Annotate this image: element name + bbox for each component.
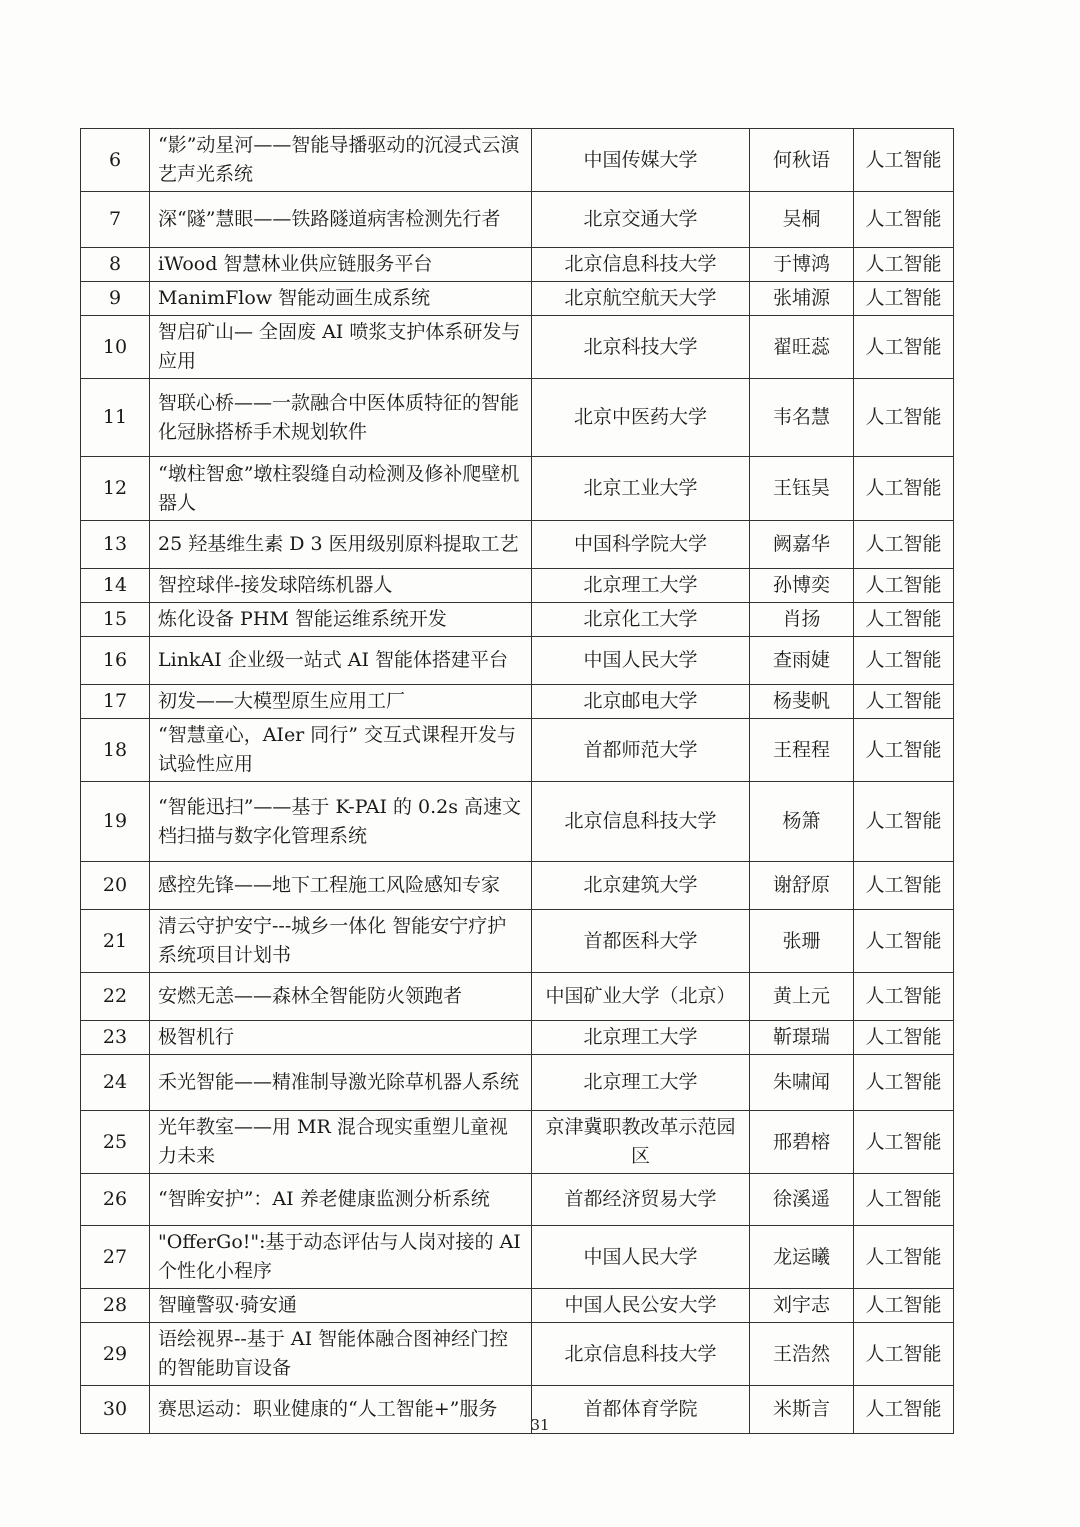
leader-name: 龙运曦 [750,1226,854,1289]
project-category: 人工智能 [854,973,954,1021]
page-number: 31 [530,1416,550,1434]
project-category: 人工智能 [854,637,954,685]
table-row [81,637,954,685]
row-number: 18 [81,719,150,782]
project-category: 人工智能 [854,569,954,603]
leader-name: 杨箫 [750,782,854,862]
row-number: 6 [81,129,150,192]
leader-name: 何秋语 [750,129,854,192]
project-category: 人工智能 [854,1323,954,1386]
project-table [80,128,954,1434]
table-row [81,129,954,192]
school-name: 北京科技大学 [532,316,750,379]
project-category: 人工智能 [854,457,954,521]
leader-name: 刘宇志 [750,1289,854,1323]
project-title: 禾光智能——精准制导激光除草机器人系统 [150,1055,532,1111]
project-category: 人工智能 [854,1111,954,1174]
project-category: 人工智能 [854,1289,954,1323]
table-row [81,1111,954,1174]
school-name: 首都医科大学 [532,910,750,973]
school-name: 北京交通大学 [532,192,750,248]
row-number: 13 [81,521,150,569]
project-title: 清云守护安宁---城乡一体化 智能安宁疗护系统项目计划书 [150,910,532,973]
project-category: 人工智能 [854,862,954,910]
school-name: 北京理工大学 [532,1021,750,1055]
project-category: 人工智能 [854,248,954,282]
school-name: 北京理工大学 [532,1055,750,1111]
project-title: "OfferGo!":基于动态评估与人岗对接的 AI 个性化小程序 [150,1226,532,1289]
school-name: 中国人民大学 [532,637,750,685]
table-row [81,719,954,782]
table-row [81,521,954,569]
leader-name: 王浩然 [750,1323,854,1386]
school-name: 首都体育学院 [532,1386,750,1434]
row-number: 20 [81,862,150,910]
leader-name: 王程程 [750,719,854,782]
row-number: 17 [81,685,150,719]
row-number: 11 [81,379,150,457]
school-name: 首都师范大学 [532,719,750,782]
project-title: 炼化设备 PHM 智能运维系统开发 [150,603,532,637]
leader-name: 王钰昊 [750,457,854,521]
school-name: 京津冀职教改革示范园区 [532,1111,750,1174]
table-row [81,379,954,457]
row-number: 12 [81,457,150,521]
row-number: 24 [81,1055,150,1111]
table-body [81,129,954,1434]
row-number: 26 [81,1174,150,1226]
leader-name: 吴桐 [750,192,854,248]
project-category: 人工智能 [854,910,954,973]
project-category: 人工智能 [854,192,954,248]
table-row [81,248,954,282]
school-name: 北京化工大学 [532,603,750,637]
project-title: “墩柱智愈”墩柱裂缝自动检测及修补爬壁机器人 [150,457,532,521]
row-number: 29 [81,1323,150,1386]
leader-name: 徐溪遥 [750,1174,854,1226]
project-title: 初发——大模型原生应用工厂 [150,685,532,719]
row-number: 25 [81,1111,150,1174]
project-category: 人工智能 [854,129,954,192]
leader-name: 黄上元 [750,973,854,1021]
leader-name: 查雨婕 [750,637,854,685]
school-name: 首都经济贸易大学 [532,1174,750,1226]
table-row [81,603,954,637]
leader-name: 于博鸿 [750,248,854,282]
project-title: 极智机行 [150,1021,532,1055]
project-category: 人工智能 [854,1055,954,1111]
row-number: 15 [81,603,150,637]
table-row [81,973,954,1021]
table-row [81,1055,954,1111]
leader-name: 靳璟瑞 [750,1021,854,1055]
project-title: “影”动星河——智能导播驱动的沉浸式云演艺声光系统 [150,129,532,192]
leader-name: 朱啸闻 [750,1055,854,1111]
leader-name: 杨斐帆 [750,685,854,719]
row-number: 23 [81,1021,150,1055]
leader-name: 米斯言 [750,1386,854,1434]
table-row [81,1174,954,1226]
project-category: 人工智能 [854,1021,954,1055]
table-row [81,1289,954,1323]
project-category: 人工智能 [854,521,954,569]
project-category: 人工智能 [854,1386,954,1434]
table-row [81,316,954,379]
project-category: 人工智能 [854,282,954,316]
row-number: 21 [81,910,150,973]
school-name: 北京中医药大学 [532,379,750,457]
project-category: 人工智能 [854,782,954,862]
leader-name: 邢碧榕 [750,1111,854,1174]
project-category: 人工智能 [854,603,954,637]
row-number: 19 [81,782,150,862]
project-title: 安燃无恙——森林全智能防火领跑者 [150,973,532,1021]
project-title: 25 羟基维生素 D 3 医用级别原料提取工艺 [150,521,532,569]
project-title: 智启矿山— 全固废 AI 喷浆支护体系研发与应用 [150,316,532,379]
school-name: 北京航空航天大学 [532,282,750,316]
project-category: 人工智能 [854,316,954,379]
school-name: 北京信息科技大学 [532,782,750,862]
table-row [81,910,954,973]
project-title: iWood 智慧林业供应链服务平台 [150,248,532,282]
table-row [81,862,954,910]
table-row [81,457,954,521]
leader-name: 张珊 [750,910,854,973]
school-name: 中国人民公安大学 [532,1289,750,1323]
project-title: “智眸安护”：AI 养老健康监测分析系统 [150,1174,532,1226]
table-row [81,1021,954,1055]
table-row [81,282,954,316]
table-row [81,782,954,862]
school-name: 北京邮电大学 [532,685,750,719]
row-number: 10 [81,316,150,379]
row-number: 27 [81,1226,150,1289]
row-number: 22 [81,973,150,1021]
table-row [81,192,954,248]
school-name: 北京信息科技大学 [532,248,750,282]
project-category: 人工智能 [854,685,954,719]
school-name: 中国科学院大学 [532,521,750,569]
project-title: “智慧童心，AIer 同行” 交互式课程开发与试验性应用 [150,719,532,782]
project-title: 光年教室——用 MR 混合现实重塑儿童视力未来 [150,1111,532,1174]
leader-name: 张埔源 [750,282,854,316]
leader-name: 韦名慧 [750,379,854,457]
school-name: 北京理工大学 [532,569,750,603]
project-category: 人工智能 [854,379,954,457]
leader-name: 肖扬 [750,603,854,637]
leader-name: 谢舒原 [750,862,854,910]
row-number: 30 [81,1386,150,1434]
school-name: 中国传媒大学 [532,129,750,192]
project-title: 智控球伴-接发球陪练机器人 [150,569,532,603]
project-title: 感控先锋——地下工程施工风险感知专家 [150,862,532,910]
row-number: 9 [81,282,150,316]
project-title: 语绘视界--基于 AI 智能体融合图神经门控的智能助盲设备 [150,1323,532,1386]
row-number: 8 [81,248,150,282]
project-title: ManimFlow 智能动画生成系统 [150,282,532,316]
table-row [81,569,954,603]
leader-name: 孙博奕 [750,569,854,603]
table-row [81,685,954,719]
table-row [81,1226,954,1289]
school-name: 北京工业大学 [532,457,750,521]
school-name: 北京建筑大学 [532,862,750,910]
project-title: LinkAI 企业级一站式 AI 智能体搭建平台 [150,637,532,685]
row-number: 14 [81,569,150,603]
school-name: 中国矿业大学（北京） [532,973,750,1021]
table-row [81,1323,954,1386]
school-name: 北京信息科技大学 [532,1323,750,1386]
leader-name: 翟旺蕊 [750,316,854,379]
row-number: 7 [81,192,150,248]
project-category: 人工智能 [854,719,954,782]
project-title: 智联心桥——一款融合中医体质特征的智能化冠脉搭桥手术规划软件 [150,379,532,457]
project-category: 人工智能 [854,1174,954,1226]
row-number: 16 [81,637,150,685]
school-name: 中国人民大学 [532,1226,750,1289]
project-title: 赛思运动：职业健康的“人工智能+”服务 [150,1386,532,1434]
row-number: 28 [81,1289,150,1323]
project-title: 深“隧”慧眼——铁路隧道病害检测先行者 [150,192,532,248]
leader-name: 阙嘉华 [750,521,854,569]
project-title: “智能迅扫”——基于 K-PAI 的 0.2s 高速文档扫描与数字化管理系统 [150,782,532,862]
project-title: 智瞳警驭·骑安通 [150,1289,532,1323]
project-category: 人工智能 [854,1226,954,1289]
